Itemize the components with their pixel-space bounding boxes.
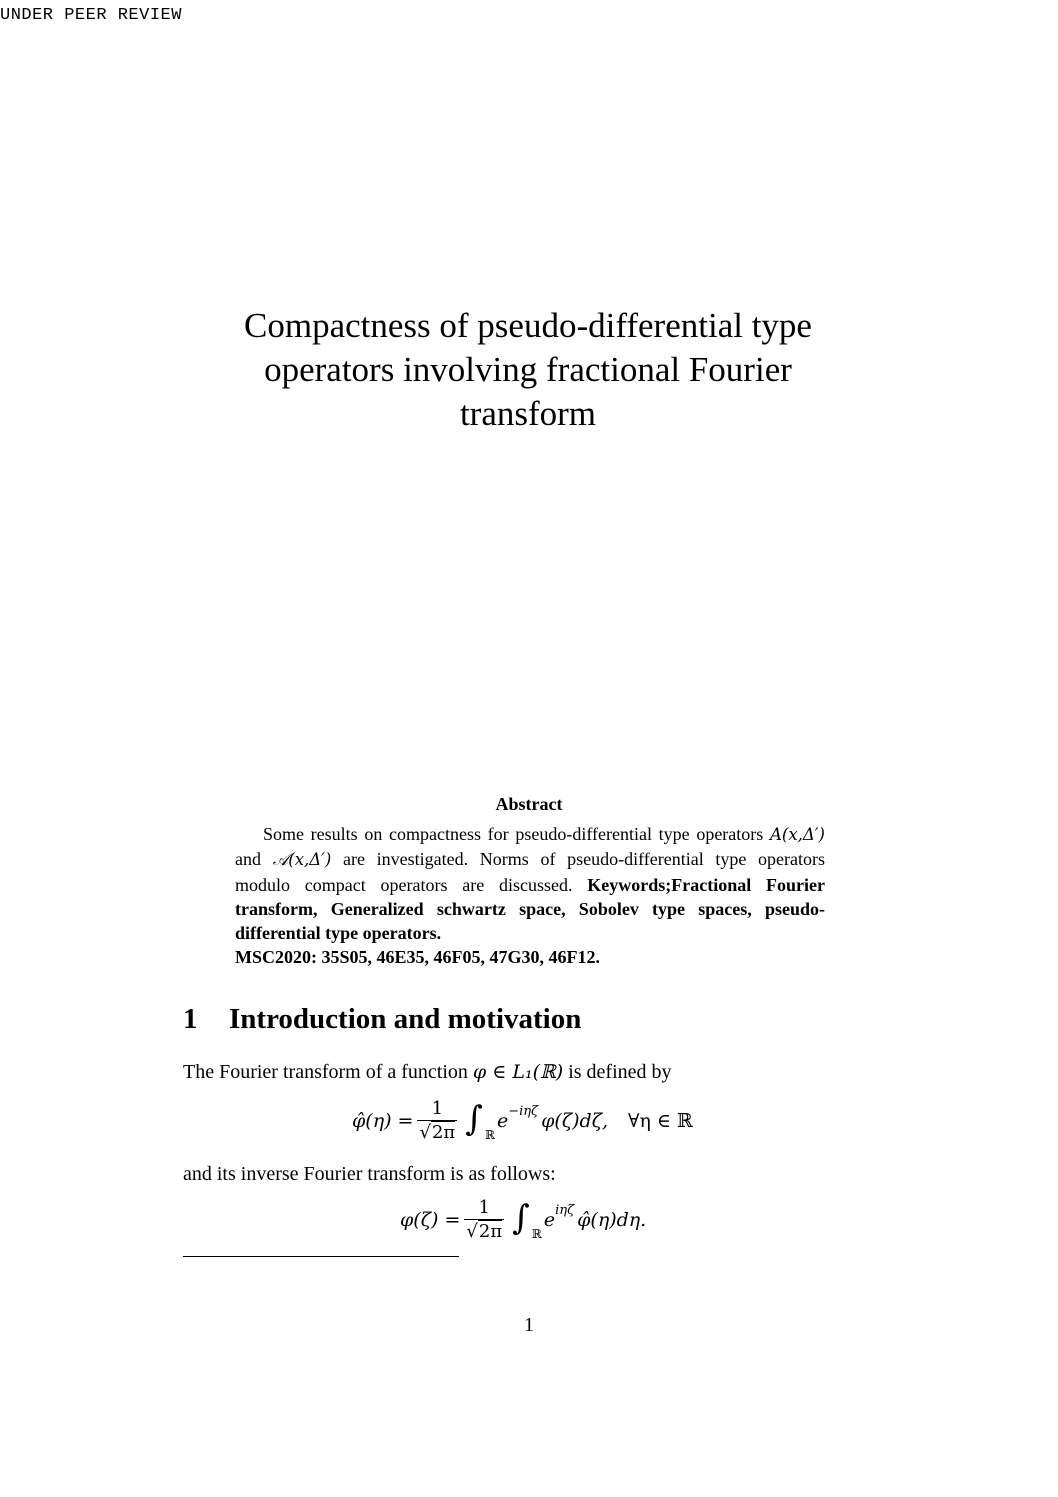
abstract-heading: Abstract: [495, 794, 563, 814]
eq1-forall: ∀η ∈ ℝ: [628, 1110, 693, 1132]
eq2-exp-base: e: [543, 1209, 556, 1231]
section-number: 1: [183, 1003, 198, 1035]
fourier-transform-equation: [352, 1098, 693, 1144]
eq2-numerator: 1: [478, 1197, 490, 1218]
eq1-fraction: [417, 1098, 457, 1144]
eq2-integrand: φ̂(η)dη.: [577, 1209, 647, 1231]
eq1-numerator: 1: [431, 1098, 444, 1119]
footnote-rule: [183, 1256, 459, 1257]
operator-a: A(x,Δ′): [769, 825, 825, 844]
abstract-body: [235, 822, 825, 970]
intro-math: φ ∈ L₁(ℝ): [472, 1061, 564, 1083]
eq1-integrand: φ(ζ)dζ,: [541, 1110, 609, 1132]
eq2-fraction: [464, 1197, 504, 1243]
eq1-denominator: √2π: [419, 1122, 456, 1143]
eq1-exponent: −iηζ: [508, 1103, 539, 1119]
intro-text-b: is defined by: [563, 1061, 672, 1083]
intro-paragraph-2: and its inverse Fourier transform is as follows:: [183, 1163, 556, 1185]
abstract-text-2: and: [235, 849, 273, 870]
eq2-integral: ∫: [512, 1198, 530, 1238]
eq2-domain: ℝ: [531, 1227, 542, 1241]
section-heading: [183, 1003, 581, 1036]
eq2-lhs: φ(ζ) =: [400, 1209, 461, 1231]
page-number: 1: [524, 1314, 534, 1336]
section-title: Introduction and motivation: [229, 1003, 582, 1035]
eq1-lhs: φ̂(η) =: [352, 1110, 414, 1132]
operator-script-a: 𝒜(x,Δ′): [272, 850, 332, 870]
intro-text-a: The Fourier transform of a function: [183, 1061, 473, 1083]
under-review-watermark: UNDER PEER REVIEW: [0, 6, 182, 25]
eq2-denominator: √2π: [466, 1221, 503, 1242]
eq1-exp-base: e: [496, 1110, 509, 1132]
eq1-integral: ∫: [465, 1099, 483, 1139]
abstract-text-1: Some results on compactness for pseudo-differential type operators: [263, 824, 770, 844]
abstract-text-3: are investigated. Norms of pseudo-differential type operators modulo compact operators are discussed.: [235, 849, 825, 895]
keywords: Keywords;Fractional Fourier transform, Generalized schwartz space, Sobolev type spaces, pseudo-differential type operators.: [235, 874, 825, 944]
eq2-exponent: iηζ: [555, 1202, 575, 1218]
eq1-domain: ℝ: [484, 1128, 495, 1142]
paper-title: Compactness of pseudo-differential type operators involving fractional Fourier transform: [244, 306, 812, 433]
inverse-fourier-equation: [400, 1197, 646, 1243]
msc-codes: MSC2020: 35S05, 46E35, 46F05, 47G30, 46F12.: [235, 947, 601, 968]
intro-paragraph-1: [183, 1061, 672, 1084]
